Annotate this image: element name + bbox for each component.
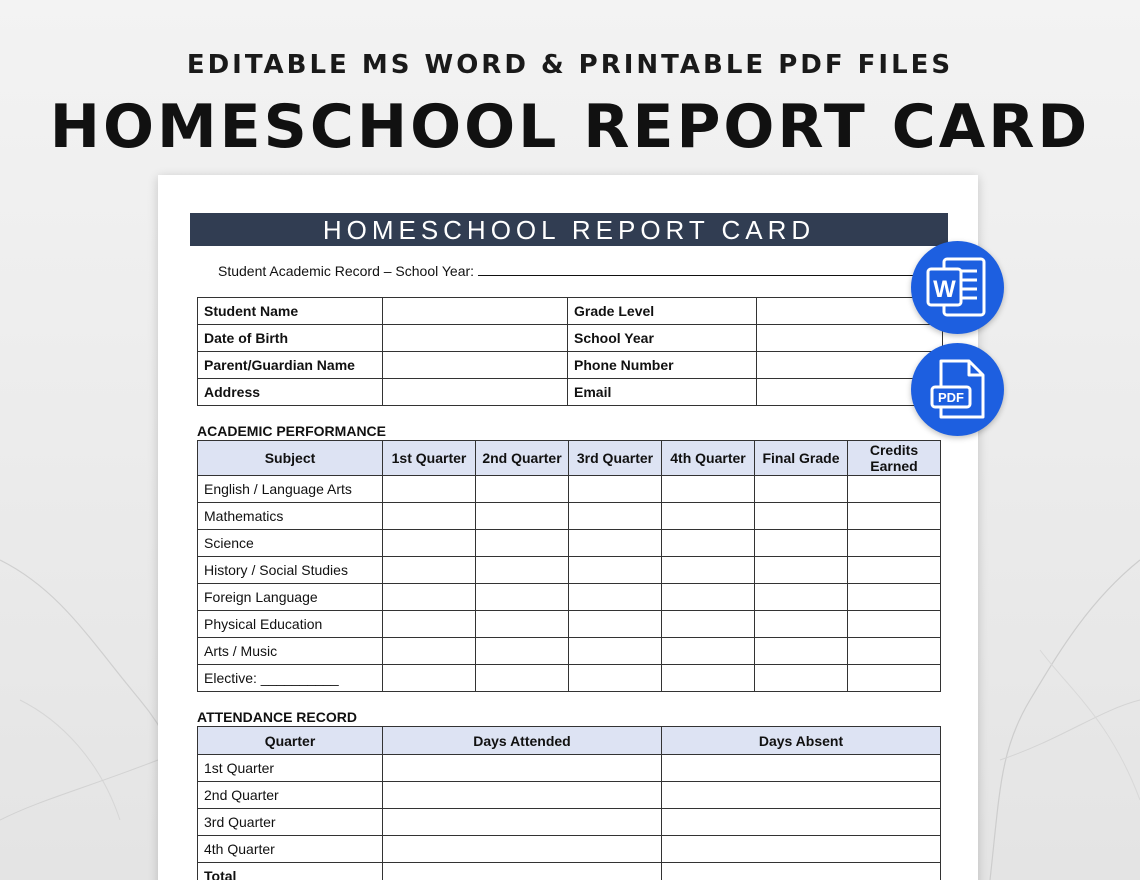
grade-cell[interactable] xyxy=(848,557,941,584)
info-label: Parent/Guardian Name xyxy=(198,352,383,379)
academic-column-header: 1st Quarter xyxy=(383,441,476,476)
grade-cell[interactable] xyxy=(848,476,941,503)
subject-row xyxy=(198,557,941,584)
grade-cell[interactable] xyxy=(569,584,662,611)
info-label: Student Name xyxy=(198,298,383,325)
grade-cell[interactable] xyxy=(476,557,569,584)
attendance-quarter: 4th Quarter xyxy=(198,836,383,863)
academic-column-header: 2nd Quarter xyxy=(476,441,569,476)
subject-row xyxy=(198,476,941,503)
info-label: Phone Number xyxy=(568,352,757,379)
grade-cell[interactable] xyxy=(848,638,941,665)
attendance-quarter: 3rd Quarter xyxy=(198,809,383,836)
subject-row xyxy=(198,503,941,530)
grade-cell[interactable] xyxy=(662,584,755,611)
info-value-cell[interactable] xyxy=(383,325,568,352)
pdf-file-icon xyxy=(911,343,1004,436)
info-value-cell[interactable] xyxy=(383,352,568,379)
days-absent-cell[interactable] xyxy=(662,836,941,863)
subject-name: Science xyxy=(198,530,383,557)
days-attended-cell[interactable] xyxy=(383,782,662,809)
academic-column-header: Credits Earned xyxy=(848,441,941,476)
info-row xyxy=(198,325,943,352)
grade-cell[interactable] xyxy=(569,503,662,530)
academic-performance-table xyxy=(197,440,941,692)
grade-cell[interactable] xyxy=(755,611,848,638)
subject-name: Foreign Language xyxy=(198,584,383,611)
attendance-row xyxy=(198,809,941,836)
days-absent-cell[interactable] xyxy=(662,755,941,782)
info-row xyxy=(198,379,943,406)
subject-row xyxy=(198,665,941,692)
word-file-icon xyxy=(911,241,1004,334)
academic-column-header: 4th Quarter xyxy=(662,441,755,476)
grade-cell[interactable] xyxy=(476,530,569,557)
grade-cell[interactable] xyxy=(755,503,848,530)
info-row xyxy=(198,352,943,379)
attendance-quarter: 1st Quarter xyxy=(198,755,383,782)
attendance-column-header: Days Attended xyxy=(383,727,662,755)
grade-cell[interactable] xyxy=(662,503,755,530)
attendance-column-header: Quarter xyxy=(198,727,383,755)
info-value-cell[interactable] xyxy=(383,379,568,406)
grade-cell[interactable] xyxy=(476,611,569,638)
grade-cell[interactable] xyxy=(569,665,662,692)
grade-cell[interactable] xyxy=(383,638,476,665)
student-info-table xyxy=(197,297,943,406)
grade-cell[interactable] xyxy=(755,665,848,692)
grade-cell[interactable] xyxy=(848,503,941,530)
school-year-blank[interactable] xyxy=(478,263,928,276)
info-value-cell[interactable] xyxy=(383,298,568,325)
grade-cell[interactable] xyxy=(476,638,569,665)
report-card-page xyxy=(158,175,978,880)
grade-cell[interactable] xyxy=(476,584,569,611)
grade-cell[interactable] xyxy=(476,503,569,530)
grade-cell[interactable] xyxy=(569,476,662,503)
grade-cell[interactable] xyxy=(848,530,941,557)
attendance-row xyxy=(198,755,941,782)
top-title: HOMESCHOOL REPORT CARD xyxy=(49,92,1091,162)
grade-cell[interactable] xyxy=(755,584,848,611)
grade-cell[interactable] xyxy=(476,665,569,692)
subject-name: History / Social Studies xyxy=(198,557,383,584)
attendance-column-header: Days Absent xyxy=(662,727,941,755)
grade-cell[interactable] xyxy=(383,503,476,530)
school-year-label: Student Academic Record – School Year: xyxy=(218,263,475,279)
grade-cell[interactable] xyxy=(755,530,848,557)
academic-column-header: Subject xyxy=(198,441,383,476)
grade-cell[interactable] xyxy=(569,530,662,557)
grade-cell[interactable] xyxy=(848,584,941,611)
grade-cell[interactable] xyxy=(476,476,569,503)
grade-cell[interactable] xyxy=(383,557,476,584)
info-label: Date of Birth xyxy=(198,325,383,352)
attendance-row xyxy=(198,782,941,809)
info-label: Email xyxy=(568,379,757,406)
attendance-row xyxy=(198,863,941,880)
document-banner: HOMESCHOOL REPORT CARD xyxy=(190,213,948,246)
academic-column-header: Final Grade xyxy=(755,441,848,476)
grade-cell[interactable] xyxy=(755,476,848,503)
grade-cell[interactable] xyxy=(755,557,848,584)
academic-performance-heading: ACADEMIC PERFORMANCE xyxy=(197,423,386,439)
attendance-record-heading: ATTENDANCE RECORD xyxy=(197,709,357,725)
days-attended-cell[interactable] xyxy=(383,863,662,880)
attendance-quarter: 2nd Quarter xyxy=(198,782,383,809)
attendance-quarter: Total xyxy=(198,863,383,880)
days-attended-cell[interactable] xyxy=(383,836,662,863)
subject-name: Elective: __________ xyxy=(198,665,383,692)
grade-cell[interactable] xyxy=(569,557,662,584)
subject-name: English / Language Arts xyxy=(198,476,383,503)
subject-name: Arts / Music xyxy=(198,638,383,665)
subject-row xyxy=(198,611,941,638)
days-absent-cell[interactable] xyxy=(662,782,941,809)
grade-cell[interactable] xyxy=(569,611,662,638)
days-attended-cell[interactable] xyxy=(383,809,662,836)
subject-row xyxy=(198,530,941,557)
grade-cell[interactable] xyxy=(569,638,662,665)
grade-cell[interactable] xyxy=(848,665,941,692)
info-label: School Year xyxy=(568,325,757,352)
grade-cell[interactable] xyxy=(662,557,755,584)
attendance-row xyxy=(198,836,941,863)
days-attended-cell[interactable] xyxy=(383,755,662,782)
school-year-line xyxy=(218,263,928,279)
grade-cell[interactable] xyxy=(662,638,755,665)
subject-name: Mathematics xyxy=(198,503,383,530)
grade-cell[interactable] xyxy=(383,665,476,692)
pdf-format-badge xyxy=(911,343,1004,436)
grade-cell[interactable] xyxy=(383,611,476,638)
grade-cell[interactable] xyxy=(662,530,755,557)
pdf-icon-label: PDF xyxy=(938,390,964,405)
info-label: Grade Level xyxy=(568,298,757,325)
grade-cell[interactable] xyxy=(383,584,476,611)
attendance-table xyxy=(197,726,941,880)
grade-cell[interactable] xyxy=(662,476,755,503)
grade-cell[interactable] xyxy=(383,476,476,503)
word-format-badge xyxy=(911,241,1004,334)
grade-cell[interactable] xyxy=(662,665,755,692)
info-row xyxy=(198,298,943,325)
top-subtitle: EDITABLE MS WORD & PRINTABLE PDF FILES xyxy=(186,50,954,80)
info-label: Address xyxy=(198,379,383,406)
subject-row xyxy=(198,584,941,611)
subject-name: Physical Education xyxy=(198,611,383,638)
academic-column-header: 3rd Quarter xyxy=(569,441,662,476)
grade-cell[interactable] xyxy=(383,530,476,557)
grade-cell[interactable] xyxy=(755,638,848,665)
word-icon-letter: W xyxy=(933,276,956,303)
days-absent-cell[interactable] xyxy=(662,863,941,880)
days-absent-cell[interactable] xyxy=(662,809,941,836)
grade-cell[interactable] xyxy=(848,611,941,638)
subject-row xyxy=(198,638,941,665)
grade-cell[interactable] xyxy=(662,611,755,638)
